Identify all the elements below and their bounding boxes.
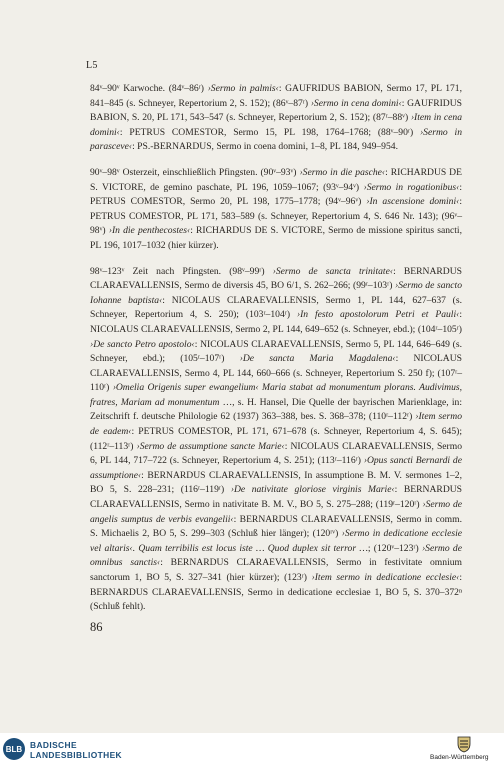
entry-text: : NICOLAUS CLARAEVALLENSIS, Sermo 6, PL 144, 717–722 (s. Schneyer, Repertorium 4, S. 251); (113ʳ–116ʳ) [90,440,462,467]
entry-text: : GAUFRIDUS BABION, Sermo 17, PL 171, 841–845 (s. Schneyer, Repertorium 2, S. 152); (86ᵛ–87ʳ) [90,83,463,109]
sermon-title: ›De sancta Maria Magdalena‹ [239,353,396,365]
sermon-title: ›Item sermo in dedicatione ecclesie‹ [311,572,460,583]
sermon-title: ›Item sermo de eadem‹ [90,411,462,438]
catalog-entry-p2 [90,166,462,254]
page-number: 86 [90,620,103,634]
state-name: Baden-Württemberg [430,754,489,761]
sermon-title: ›Sermo de angelis sumptus de verbis evangelii‹ [90,499,462,525]
sermon-title: ›Sermo in dedicatione ecclesie vel altaris‹. Quam terribilis est locus iste … Quod duplex sit terror … [90,528,462,554]
sermon-title: ›Sermo de sancto Iohanne baptista‹ [90,280,463,306]
library-name-line2: LANDESBIBLIOTHEK [30,750,123,760]
entry-text: : BERNARDUS CLARAEVALLENSIS, In assumptione B. M. V. sermones 1–2, BO 5, S. 228–231; (116ʳ–119ʳ) [90,469,462,496]
sermon-title: ›In ascensione domini‹ [366,196,460,208]
sermon-title: ›In die penthecostes‹ [108,225,191,237]
entry-text: 98ᵛ–123ᵛ Zeit nach Pfingsten. (98ᵛ–99ʳ) [90,265,273,277]
entry-text: : BERNARDUS CLARAEVALLENSIS, Sermo in comm. S. Michaelis 2, BO 5, S. 299–303 (Schluß hier länger); (120ʳᵛ) [90,513,463,540]
entry-text: : NICOLAUS CLARAEVALLENSIS, Sermo 2, PL 144, 649–652 (s. Schneyer, ebd.); (104ʳ–105ʳ) [90,309,462,335]
entry-text: : NICOLAUS CLARAEVALLENSIS, Sermo 1, PL 144, 627–637 (s. Schneyer, Repertorium 4, S. 250); (103ʳ–104ʳ) [90,294,462,321]
entry-text: : PETRUS COMESTOR, Sermo 15, PL 198, 1764–1768; (88ᵛ–90ʳ) [119,126,420,138]
entry-text: : GAUFRIDUS BABION, S. 20, PL 171, 543–547 (s. Schneyer, Repertorium 2, S. 152); (87ʳ–88ᵛ) [90,97,462,124]
footer-bar [0,733,504,764]
sermon-title: ›De sancto Petro apostolo‹ [90,338,195,350]
coat-of-arms-icon [455,735,473,753]
entry-text: …, s. H. Hansel, Die Quelle der bayrischen Marienklage, in: Zeitschrift f. deutsche Philologie 62 (1937) 363–388, bes. S. 368–378; (110ʳ–112ʳ) [90,396,462,423]
catalog-text-body [90,82,462,626]
sermon-title: ›Opus sancti Bernardi de assumptione‹ [90,455,462,481]
entry-text: : PETRUS COMESTOR, PL 171, 671–678 (s. Schneyer, Repertorium 4, S. 645); (112ʳ–113ʳ) [90,426,462,452]
sermon-title: ›In festo apostolorum Petri et Pauli‹ [296,309,460,321]
sermon-title: ›Sermo in rogationibus‹ [363,181,460,193]
entry-text: : BERNARDUS CLARAEVALLENSIS, Sermo in dedicatione ecclesiae 1, BO 5, S. 370–372ⁿ (Schluß fehlt). [90,572,462,613]
entry-text: 84ᵛ–90ᵛ Karwoche. (84ᵛ–86ʳ) [90,83,208,94]
sermon-title: ›De nativitate gloriose virginis Marie‹ [230,484,395,496]
entry-text: : NICOLAUS CLARAEVALLENSIS, Sermo 5, PL 144, 646–649 (s. Schneyer, ebd.); (105ʳ–107ʳ) [90,338,462,365]
entry-text: : PETRUS COMESTOR, Sermo 20, PL 198, 1775–1778; (94ᵛ–96ᵛ) [90,181,462,208]
sermon-title: ›Omelia Origenis super ewangelium‹ Maria stabat ad monumentum plorans. Audivimus, fratres, Mariam ad monumentum [90,382,462,408]
sermon-title: ›Item in cena domini‹ [90,112,462,138]
library-name [30,740,122,760]
blb-logo: BLB [3,738,25,760]
entry-text: : BERNARDUS CLARAEVALLENSIS, Sermo de diversis 45, BO 6/1, S. 262–266; (99ʳ–103ʳ) [90,265,462,292]
entry-text: : BERNARDUS CLARAEVALLENSIS, Sermo in nativitate B. M. V., BO 5, S. 275–288; (119ʳ–120ʳ) [90,484,463,511]
sermon-title: ›Sermo in parasceve‹ [90,126,462,153]
sermon-title: ›Sermo de assumptione sancte Marie‹ [136,440,285,452]
sermon-title: ›Sermo in palmis‹ [207,83,279,94]
entry-text: ; (120ᵛ–123ʳ) [367,542,422,554]
entry-text: 90ᵛ–98ᵛ Osterzeit, einschließlich Pfingsten. (90ᵛ–93ᵛ) [90,166,300,178]
section-label: L5 [86,60,98,71]
sermon-title: ›Sermo in cena domini‹ [310,97,402,109]
sermon-title: ›Sermo in die pasche‹ [299,166,386,178]
catalog-entry-p3 [90,265,462,615]
entry-text: : RICHARDUS DE S. VICTORE, de gemino paschate, PL 196, 1059–1067; (93ᵛ–94ᵛ) [90,166,462,193]
entry-text: : PETRUS COMESTOR, PL 171, 583–589 (s. Schneyer, Repertorium 4, S. 646 Nr. 143); (96ᵛ–98ᵛ) [90,196,462,237]
entry-text: : PS.-BERNARDUS, Sermo in coena domini, 1–8, PL 184, 949–954. [132,141,398,153]
entry-text: : NICOLAUS CLARAEVALLENSIS, Sermo 4, PL 144, 660–666 (s. Schneyer, Repertorium S. 250 f); (107ʳ–110ʳ) [90,353,462,394]
sermon-title: ›Sermo de sancta trinitate‹ [272,265,394,277]
catalog-entry-p1 [90,82,462,155]
entry-text: : RICHARDUS DE S. VICTORE, Sermo de missione spiritus sancti, PL 196, 1017–1032 (hier kürzer). [90,225,462,251]
sermon-title: ›Sermo de omnibus sanctis‹ [90,542,462,569]
entry-text: : BERNARDUS CLARAEVALLENSIS, Sermo in festivitate omnium sanctorum 1, BO 5, S. 327–341 (hier kürzer); (123ʳ) [90,557,462,583]
library-name-line1: BADISCHE [30,740,77,750]
